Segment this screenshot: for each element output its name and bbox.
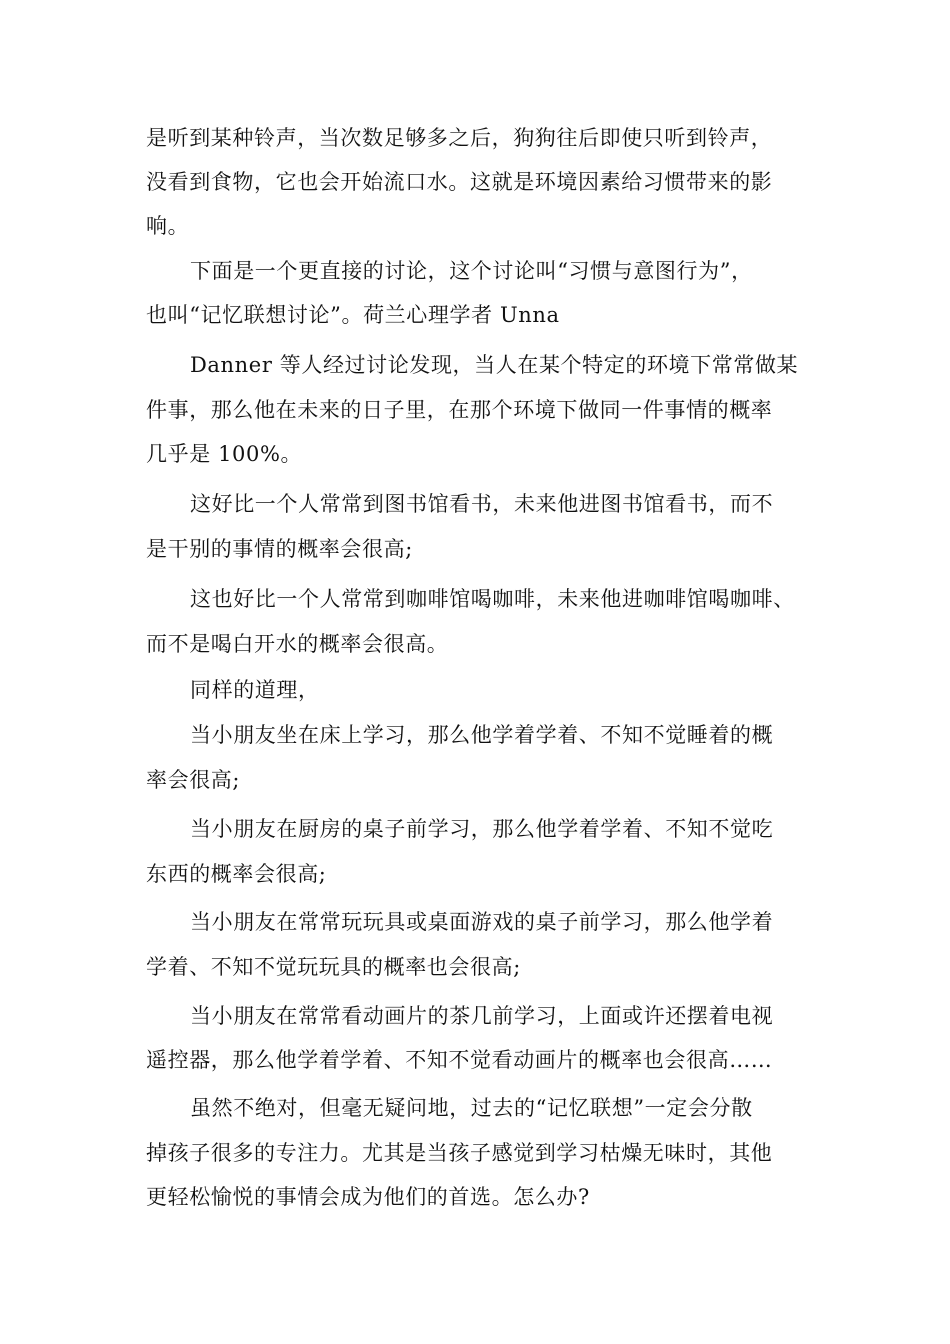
text-line: 当小朋友坐在床上学习，那么他学着学着、不知不觉睡着的概	[190, 723, 774, 747]
text-line: 掉孩子很多的专注力。尤其是当孩子感觉到学习枯燥无味时，其他	[146, 1141, 773, 1165]
text-line: 更轻松愉悦的事情会成为他们的首选。怎么办?	[146, 1185, 590, 1209]
text-line: 这也好比一个人常常到咖啡馆喝咖啡，未来他进咖啡馆喝咖啡、	[190, 587, 795, 611]
text-line: 几乎是 100%。	[146, 442, 303, 466]
text-line: 而不是喝白开水的概率会很高。	[146, 632, 449, 656]
text-line: Danner 等人经过讨论发现，当人在某个特定的环境下常常做某	[190, 353, 799, 377]
text-line: 学着、不知不觉玩玩具的概率也会很高;	[146, 955, 521, 979]
text-line: 东西的概率会很高;	[146, 862, 327, 886]
text-line: 是干别的事情的概率会很高;	[146, 537, 413, 561]
text-line: 这好比一个人常常到图书馆看书，未来他进图书馆看书，而不	[190, 492, 774, 516]
text-line: 也叫“记忆联想讨论”。荷兰心理学者 Unna	[146, 303, 560, 327]
text-line: 虽然不绝对，但毫无疑问地，过去的“记忆联想”一定会分散	[190, 1096, 753, 1120]
text-line: 同样的道理，	[190, 678, 320, 702]
text-line: 下面是一个更直接的讨论，这个讨论叫“习惯与意图行为”，	[190, 259, 753, 283]
text-line: 件事，那么他在未来的日子里，在那个环境下做同一件事情的概率	[146, 398, 773, 422]
text-line: 当小朋友在常常看动画片的茶几前学习，上面或许还摆着电视	[190, 1004, 774, 1028]
text-line: 率会很高;	[146, 768, 241, 792]
text-line: 没看到食物，它也会开始流口水。这就是环境因素给习惯带来的影	[146, 170, 773, 194]
text-line: 当小朋友在厨房的桌子前学习，那么他学着学着、不知不觉吃	[190, 817, 774, 841]
text-line: 是听到某种铃声，当次数足够多之后，狗狗往后即使只听到铃声，	[146, 126, 773, 150]
text-line: 遥控器，那么他学着学着、不知不觉看动画片的概率也会很高……	[146, 1048, 773, 1072]
text-line: 响。	[146, 214, 190, 238]
text-line: 当小朋友在常常玩玩具或桌面游戏的桌子前学习，那么他学着	[190, 910, 774, 934]
